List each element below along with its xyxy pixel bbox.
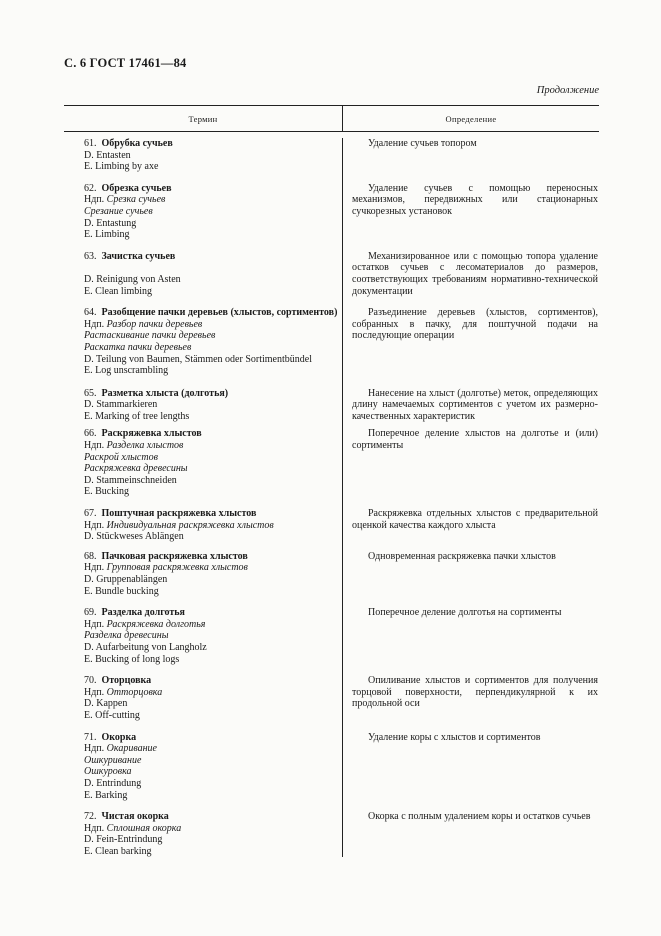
definition-text: Удаление коры с хлыстов и сортиментов xyxy=(368,731,541,743)
continuation-label: Продолжение xyxy=(536,85,599,96)
term-number: 67. xyxy=(84,508,97,520)
page-header: С. 6 ГОСТ 17461—84 xyxy=(64,56,187,70)
term-english: E. Log unscrambling xyxy=(84,365,169,377)
term-english: E. Marking of tree lengths xyxy=(84,410,190,422)
term-title: Чистая окорка xyxy=(101,811,169,823)
definition-text: Удаление сучьев топором xyxy=(368,138,477,149)
term-cell xyxy=(64,183,342,241)
term-english: E. Off-cutting xyxy=(84,709,140,721)
table-row xyxy=(64,428,599,498)
term-synonym-line xyxy=(84,520,342,532)
term-title: Зачистка сучьев xyxy=(101,250,176,262)
definition-cell xyxy=(342,508,599,543)
definition-text: Удаление сучьев с помощью переносных механизмов, передвижных или стационарных сучкорезных установок xyxy=(352,182,598,217)
column-header-definition: Определение xyxy=(445,113,497,124)
term-title: Окорка xyxy=(101,731,137,743)
synonym: Разделка древесины xyxy=(84,630,169,642)
table-row xyxy=(64,732,599,802)
term-heading xyxy=(84,138,342,150)
term-synonym-line xyxy=(84,743,342,755)
term-synonym-line xyxy=(84,562,342,574)
term-german: D. Reinigung von Asten xyxy=(84,273,181,285)
definition-cell xyxy=(342,428,599,498)
definition-cell xyxy=(342,183,599,241)
term-synonym-line xyxy=(84,319,342,331)
term-synonym-line xyxy=(84,687,342,699)
definition-cell xyxy=(342,811,599,857)
synonym-prefix: Ндп. xyxy=(84,822,105,834)
term-german: D. Kappen xyxy=(84,698,128,710)
term-number: 63. xyxy=(84,250,97,262)
synonym: Раскряжевка древесины xyxy=(84,463,188,475)
term-german: D. Teilung von Baumen, Stämmen oder Sortimentbündel xyxy=(84,353,312,365)
term-synonym-line xyxy=(84,619,342,631)
term-number: 64. xyxy=(84,307,97,319)
table-row xyxy=(64,675,599,721)
term-number: 66. xyxy=(84,428,97,440)
table-row xyxy=(64,183,599,241)
term-heading xyxy=(84,607,342,619)
table-row xyxy=(64,388,599,423)
definition-cell xyxy=(342,307,599,377)
term-english: E. Limbing by axe xyxy=(84,161,159,173)
term-english: E. Clean limbing xyxy=(84,285,153,297)
term-title: Обрезка сучьев xyxy=(101,182,172,194)
term-title: Раскряжевка хлыстов xyxy=(101,428,202,440)
term-synonym-line xyxy=(84,194,342,206)
table-row xyxy=(64,138,599,173)
term-cell xyxy=(64,732,342,802)
definition-cell xyxy=(342,732,599,802)
synonym: Раскатка пачки деревьев xyxy=(84,341,192,353)
term-title: Обрубка сучьев xyxy=(101,138,173,149)
synonym: Срезание сучьев xyxy=(84,205,153,217)
term-cell xyxy=(64,508,342,543)
definition-cell xyxy=(342,388,599,423)
term-synonym-line xyxy=(84,823,342,835)
synonym: Растаскивание пачки деревьев xyxy=(84,330,216,342)
term-english: E. Bucking of long logs xyxy=(84,653,180,665)
term-english: E. Limbing xyxy=(84,229,130,241)
synonym: Сплошная окорка xyxy=(106,822,182,834)
term-heading xyxy=(84,428,342,440)
term-heading xyxy=(84,388,342,400)
term-title: Оторцовка xyxy=(101,675,152,687)
definition-text: Одновременная раскряжевка пачки хлыстов xyxy=(368,550,556,562)
term-heading xyxy=(84,251,342,263)
column-header-term: Термин xyxy=(64,106,343,131)
term-german: D. Stammarkieren xyxy=(84,399,158,411)
definition-cell xyxy=(342,251,599,297)
synonym-prefix: Ндп. xyxy=(84,686,105,698)
synonym: Разделка хлыстов xyxy=(106,440,184,452)
term-cell xyxy=(64,138,342,173)
definition-cell xyxy=(342,138,599,173)
term-number: 70. xyxy=(84,675,97,687)
table-row xyxy=(64,811,599,857)
term-number: 71. xyxy=(84,731,97,743)
term-heading xyxy=(84,551,342,563)
term-cell xyxy=(64,675,342,721)
definition-cell xyxy=(342,607,599,665)
term-number: 72. xyxy=(84,811,97,823)
term-german: D. Entasten xyxy=(84,149,131,161)
synonym: Срезка сучьев xyxy=(106,194,166,206)
term-english: E. Barking xyxy=(84,789,128,801)
term-german: D. Entrindung xyxy=(84,777,142,789)
term-cell xyxy=(64,307,342,377)
term-heading xyxy=(84,732,342,744)
term-cell xyxy=(64,388,342,423)
term-number: 69. xyxy=(84,607,97,619)
term-synonym-line xyxy=(84,440,342,452)
term-german: D. Stückweses Ablängen xyxy=(84,531,184,543)
term-english: E. Bucking xyxy=(84,486,129,498)
table-row xyxy=(64,307,599,377)
synonym-prefix: Ндп. xyxy=(84,440,105,452)
synonym-prefix: Ндп. xyxy=(84,318,105,330)
definition-text: Механизированное или с помощью топора удаление остатков сучьев с лесоматериалов до размеров, соответствующих требованиям нормативно-технической документации xyxy=(352,250,598,297)
synonym: Ошкуровка xyxy=(84,766,132,778)
term-title: Разметка хлыста (долготья) xyxy=(101,387,229,399)
term-number: 68. xyxy=(84,550,97,562)
table-row xyxy=(64,607,599,665)
term-number: 61. xyxy=(84,138,97,149)
synonym: Разбор пачки деревьев xyxy=(106,318,203,330)
definition-text: Поперечное деление хлыстов на долготье и (или) сортименты xyxy=(352,428,598,452)
table-body xyxy=(64,138,599,857)
term-cell xyxy=(64,428,342,498)
term-english: E. Bundle bucking xyxy=(84,585,159,597)
synonym-prefix: Ндп. xyxy=(84,618,105,630)
definition-text: Поперечное деление долготья на сортименты xyxy=(368,607,562,619)
term-heading xyxy=(84,183,342,195)
synonym: Окаривание xyxy=(106,743,157,755)
definition-text: Раскряжевка отдельных хлыстов с предварительной оценкой качества каждого хлыста xyxy=(352,508,598,531)
table-row xyxy=(64,251,599,297)
term-title: Разделка долготья xyxy=(101,607,185,619)
synonym: Индивидуальная раскряжевка хлыстов xyxy=(106,519,274,531)
synonym-prefix: Ндп. xyxy=(84,562,105,574)
definition-text: Окорка с полным удалением коры и остатков сучьев xyxy=(368,811,591,823)
term-german: D. Aufarbeitung von Langholz xyxy=(84,641,207,653)
term-cell xyxy=(64,551,342,597)
term-cell xyxy=(64,811,342,857)
term-number: 62. xyxy=(84,182,97,194)
definition-cell xyxy=(342,551,599,597)
term-german: D. Stammeinschneiden xyxy=(84,474,177,486)
table-row xyxy=(64,508,599,543)
term-title: Поштучная раскряжевка хлыстов xyxy=(101,508,257,520)
term-cell xyxy=(64,607,342,665)
definition-text: Опиливание хлыстов и сортиментов для получения торцовой поверхности, перпендикулярной к их продольной оси xyxy=(352,675,598,710)
term-number: 65. xyxy=(84,387,97,399)
synonym-prefix: Ндп. xyxy=(84,743,105,755)
synonym: Групповая раскряжевка хлыстов xyxy=(106,562,248,574)
column-divider xyxy=(342,138,343,857)
table-header xyxy=(64,105,599,132)
term-german: D. Gruppenablängen xyxy=(84,574,168,585)
synonym: Раскряжевка долготья xyxy=(106,618,206,630)
definition-text: Разъединение деревьев (хлыстов, сортиментов), собранных в пачку, для поштучной подачи на последующие операции xyxy=(352,307,598,342)
term-heading xyxy=(84,508,342,520)
term-heading xyxy=(84,811,342,823)
synonym-prefix: Ндп. xyxy=(84,519,105,531)
definition-text: Нанесение на хлыст (долготье) меток, определяющих длину намечаемых сортиментов с учетом их размерно-качественных характеристик xyxy=(352,387,598,422)
term-title: Пачковая раскряжевка хлыстов xyxy=(101,550,248,562)
term-heading xyxy=(84,307,342,319)
term-german: D. Entastung xyxy=(84,217,137,229)
table-row xyxy=(64,551,599,597)
synonym: Раскрой хлыстов xyxy=(84,451,158,463)
term-cell xyxy=(64,251,342,297)
term-heading xyxy=(84,675,342,687)
synonym: Ошкуривание xyxy=(84,754,142,766)
term-german: D. Fein-Entrindung xyxy=(84,834,163,846)
term-title: Разобщение пачки деревьев (хлыстов, сортиментов) xyxy=(101,307,338,319)
synonym-prefix: Ндп. xyxy=(84,194,105,206)
term-english: E. Clean barking xyxy=(84,845,152,857)
synonym: Отторцовка xyxy=(106,686,163,698)
definition-cell xyxy=(342,675,599,721)
terms-table xyxy=(64,105,599,857)
